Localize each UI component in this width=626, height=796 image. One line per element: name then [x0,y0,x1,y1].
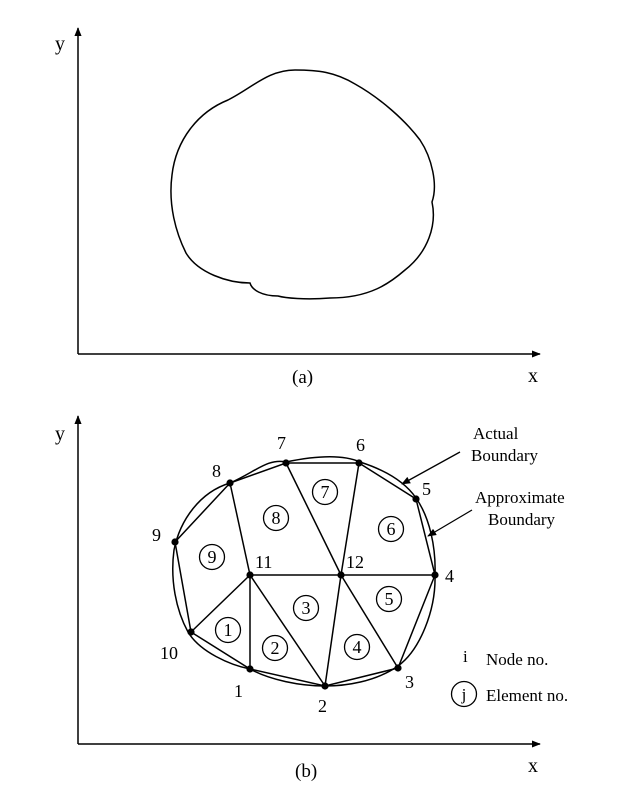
node-dot-7 [282,459,289,466]
element-label-7: 7 [320,482,330,502]
element-labels [200,480,404,661]
actual-boundary-curve-b [173,457,435,686]
node-label-5: 5 [422,479,431,499]
mesh-edge [250,575,325,686]
node-label-9: 9 [152,525,161,545]
actual-boundary-line-2: Boundary [471,446,539,465]
node-label-10: 10 [160,643,178,663]
node-dot-8 [226,479,233,486]
node-label-1: 1 [234,681,243,701]
mesh-edges [175,463,435,686]
element-label-2: 2 [270,638,280,658]
figure-a [55,28,540,388]
legend-element-text: Element no. [486,686,569,705]
element-label-5: 5 [384,589,394,609]
node-label-7: 7 [277,433,286,453]
approximate-boundary-line-2: Boundary [488,510,556,529]
element-label-9: 9 [207,547,217,567]
element-label-6: 6 [386,519,396,539]
node-label-11: 11 [255,552,273,572]
node-dot-3 [394,664,401,671]
node-dot-6 [355,459,362,466]
legend-element-symbol: j [461,685,467,704]
element-label-1: 1 [223,620,233,640]
node-dot-2 [321,682,328,689]
approximate-boundary-line-1: Approximate [475,488,565,507]
legend [452,647,569,707]
x-axis-label-a: x [528,365,538,387]
node-label-6: 6 [356,435,365,455]
node-dot-10 [187,628,194,635]
node-dot-5 [412,495,419,502]
node-label-3: 3 [405,672,414,692]
node-dot-9 [171,538,178,545]
node-dot-12 [337,571,344,578]
y-axis-label-a: y [55,33,65,55]
element-label-3: 3 [301,598,311,618]
x-axis-label-b: x [528,755,538,777]
approximate-boundary-arrow [428,510,472,536]
node-dot-4 [431,571,438,578]
annotation-approximate-boundary [428,488,565,536]
legend-node-text: Node no. [486,650,549,669]
node-dot-1 [246,665,253,672]
node-label-12: 12 [346,552,364,572]
mesh-edge [286,463,341,575]
mesh-edge [325,575,341,686]
caption-b: (b) [295,761,318,782]
caption-a: (a) [292,367,314,388]
element-label-8: 8 [271,508,281,528]
mesh-edge [230,483,250,575]
element-label-4: 4 [352,637,362,657]
legend-node-symbol: i [463,647,468,666]
actual-boundary-curve-a [171,70,434,299]
figure-b [55,416,568,782]
y-axis-label-b: y [55,423,65,445]
node-label-4: 4 [445,566,454,586]
annotation-actual-boundary [402,424,539,484]
node-label-8: 8 [212,461,221,481]
node-label-2: 2 [318,696,327,716]
actual-boundary-line-1: Actual [473,424,519,443]
node-dot-11 [246,571,253,578]
actual-boundary-arrow [402,452,460,484]
